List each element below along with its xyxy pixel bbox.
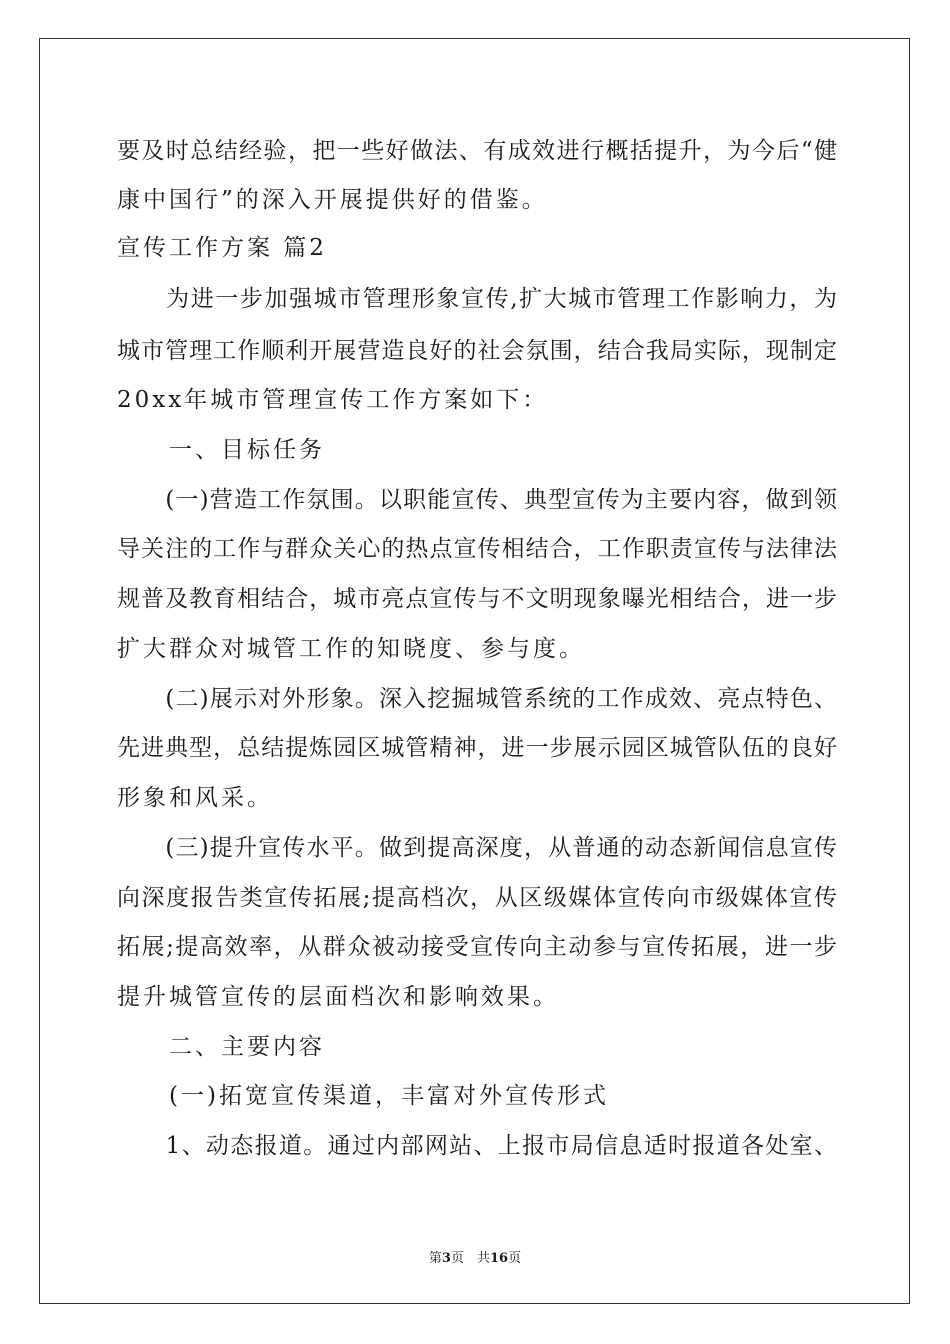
text-line: 城市管理工作顺利开展营造良好的社会氛围，结合我局实际，现制定 xyxy=(117,338,837,364)
footer-mid: 页 共 xyxy=(450,1251,490,1266)
text-line: 20xx年城市管理宣传工作方案如下： xyxy=(117,387,549,413)
text-line: 康中国行”的深入开展提供好的借鉴。 xyxy=(117,187,548,213)
text-line: 扩大群众对城管工作的知晓度、参与度。 xyxy=(117,636,585,662)
text-line: 形象和风采。 xyxy=(117,785,273,811)
text-line: 拓展;提高效率，从群众被动接受宣传向主动参与宣传拓展，进一步 xyxy=(117,934,837,960)
section-heading: 宣传工作方案 篇2 xyxy=(117,235,327,261)
text-line: (二)展示对外形象。深入挖掘城管系统的工作成效、亮点特色、 xyxy=(117,686,837,712)
text-line: 导关注的工作与群众关心的热点宣传相结合，工作职责宣传与法律法 xyxy=(117,536,837,562)
text-line: 先进典型，总结提炼园区城管精神，进一步展示园区城管队伍的良好 xyxy=(117,735,837,761)
text-line: (一)营造工作氛围。以职能宣传、典型宣传为主要内容，做到领 xyxy=(117,487,837,513)
text-line: (三)提升宣传水平。做到提高深度，从普通的动态新闻信息宣传 xyxy=(117,835,837,861)
text-line: 为进一步加强城市管理形象宣传,扩大城市管理工作影响力，为 xyxy=(117,286,837,312)
footer-prefix: 第 xyxy=(428,1251,442,1266)
text-line: 1、动态报道。通过内部网站、上报市局信息适时报道各处室、 xyxy=(117,1133,837,1159)
text-line: 规普及教育相结合，城市亮点宣传与不文明现象曝光相结合，进一步 xyxy=(117,586,837,612)
subheading: 二、主要内容 xyxy=(117,1034,325,1060)
text-line: 要及时总结经验，把一些好做法、有成效进行概括提升，为今后“健 xyxy=(117,138,837,164)
footer-suffix: 页 xyxy=(508,1251,522,1266)
text-line: 提升城管宣传的层面档次和影响效果。 xyxy=(117,984,559,1010)
current-page-number: 3 xyxy=(441,1251,451,1266)
page-border xyxy=(39,38,910,1304)
subheading: 一、目标任务 xyxy=(117,437,325,463)
total-page-number: 16 xyxy=(489,1251,509,1266)
subheading: (一)拓宽宣传渠道，丰富对外宣传形式 xyxy=(117,1083,609,1109)
text-line: 向深度报告类宣传拓展;提高档次，从区级媒体宣传向市级媒体宣传 xyxy=(117,885,837,911)
page-footer xyxy=(0,1247,950,1266)
